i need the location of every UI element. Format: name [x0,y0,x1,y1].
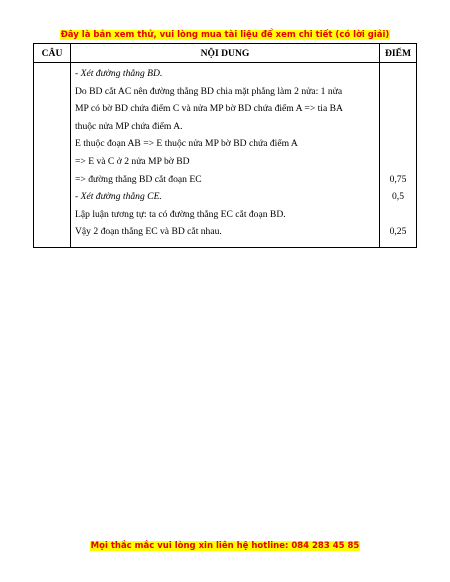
preview-notice-banner [0,30,450,40]
score-value [380,153,416,171]
score-value [380,100,416,118]
score-value: 0,75 [389,173,407,185]
content-line: E thuộc đoạn AB => E thuộc nửa MP bờ BD chứa điểm A [75,138,298,150]
header-diem: ĐIỂM [380,44,417,63]
score-cell [380,63,417,248]
content-line: - Xét đường thẳng BD. [75,68,163,79]
content-line: - Xét đường thẳng CE. [75,191,162,203]
table-header-row [34,44,417,63]
hotline-banner [0,541,450,551]
score-value: 0,5 [392,191,404,203]
score-value [380,206,416,224]
hotline-text: Mọi thắc mắc vui lòng xin liên hệ hotline: 084 283 45 85 [90,541,360,551]
content-line: Do BD cắt AC nên đường thẳng BD chia mặt phẳng làm 2 nửa: 1 nửa [75,85,343,97]
header-cau: CÂU [34,44,71,63]
header-noi-dung: NỘI DUNG [71,44,380,63]
preview-notice-text: Đây là bản xem thử, vui lòng mua tài liệu để xem chi tiết (có lời giải) [60,30,390,40]
content-line: MP có bờ BD chứa điểm C và nửa MP bờ BD chứa điểm A => tia BA [75,103,343,115]
score-value [380,65,416,83]
table-row [34,63,417,248]
content-line: => đường thẳng BD cắt đoạn EC [75,173,202,185]
content-line: Vậy 2 đoạn thẳng EC và BD cắt nhau. [75,226,222,238]
content-line: thuộc nửa MP chứa điểm A. [75,120,183,132]
score-value [380,135,416,153]
content-line: => E và C ở 2 nửa MP bờ BD [75,155,190,167]
answer-table [33,43,417,248]
content-line: Lập luận tương tự: ta có đường thẳng EC cắt đoạn BD. [75,208,286,220]
cau-cell [34,63,71,248]
score-value [380,118,416,136]
score-value: 0,25 [389,226,407,238]
content-cell [71,63,380,248]
score-value [380,83,416,101]
